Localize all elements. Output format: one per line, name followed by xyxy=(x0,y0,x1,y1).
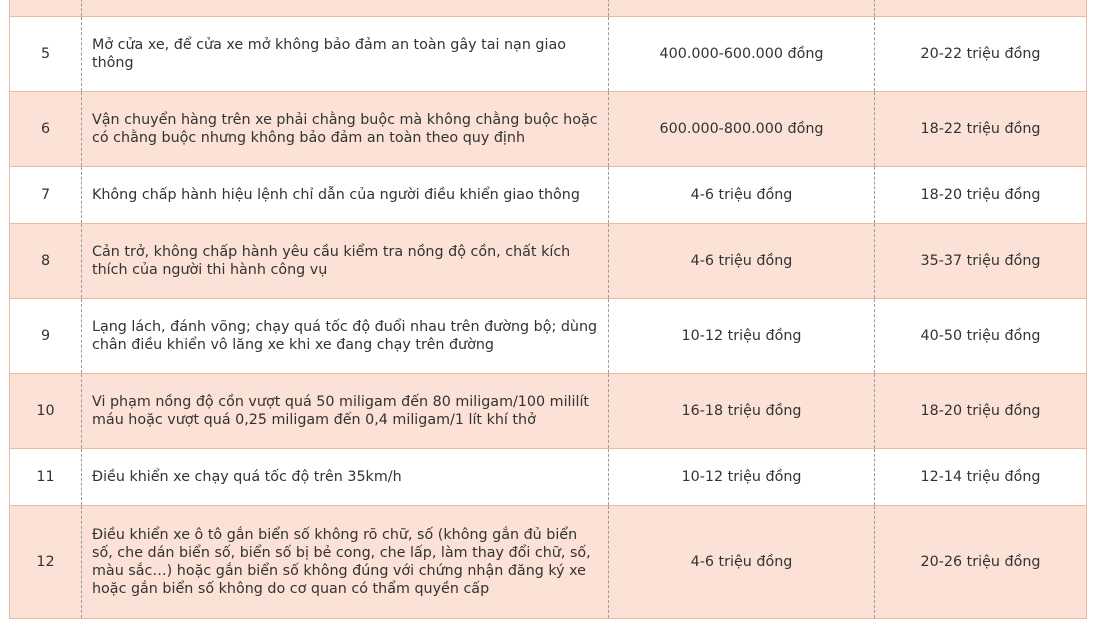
fine-new: 18-20 triệu đồng xyxy=(875,374,1087,449)
fine-old xyxy=(609,0,875,17)
fine-new: 20-26 triệu đồng xyxy=(875,506,1087,619)
fine-new xyxy=(875,0,1087,17)
fine-old: 600.000-800.000 đồng xyxy=(609,92,875,167)
violation-description: Lạng lách, đánh võng; chạy quá tốc độ đuổi nhau trên đường bộ; dùng chân điều khiển vô lăng xe khi xe đang chạy trên đường xyxy=(82,299,609,374)
traffic-fines-table xyxy=(9,0,1087,619)
table-row xyxy=(10,506,1087,619)
violation-description: Điều khiển xe ô tô gắn biển số không rõ chữ, số (không gắn đủ biển số, che dán biển số, biển số bị bẻ cong, che lấp, làm thay đổi chữ, số, màu sắc…) hoặc gắn biển số không đúng với chứng nhận đăng ký xe hoặc gắn biển số không do cơ quan có thẩm quyền cấp xyxy=(82,506,609,619)
fine-old: 400.000-600.000 đồng xyxy=(609,17,875,92)
fine-old: 4-6 triệu đồng xyxy=(609,167,875,224)
row-number xyxy=(10,0,82,17)
table-row xyxy=(10,167,1087,224)
violation-description: Không chấp hành hiệu lệnh chỉ dẫn của người điều khiển giao thông xyxy=(82,167,609,224)
table-row xyxy=(10,224,1087,299)
row-number: 10 xyxy=(10,374,82,449)
fine-new: 18-22 triệu đồng xyxy=(875,92,1087,167)
fine-new: 12-14 triệu đồng xyxy=(875,449,1087,506)
fine-new: 35-37 triệu đồng xyxy=(875,224,1087,299)
row-number: 9 xyxy=(10,299,82,374)
violation-description: Vận chuyển hàng trên xe phải chằng buộc mà không chằng buộc hoặc có chằng buộc nhưng không bảo đảm an toàn theo quy định xyxy=(82,92,609,167)
fine-new: 18-20 triệu đồng xyxy=(875,167,1087,224)
row-number: 11 xyxy=(10,449,82,506)
table-row xyxy=(10,17,1087,92)
row-number: 5 xyxy=(10,17,82,92)
fine-old: 4-6 triệu đồng xyxy=(609,506,875,619)
violation-description: Vi phạm nồng độ cồn vượt quá 50 miligam đến 80 miligam/100 mililít máu hoặc vượt quá 0,25 miligam đến 0,4 miligam/1 lít khí thở xyxy=(82,374,609,449)
violation-description xyxy=(82,0,609,17)
fine-new: 20-22 triệu đồng xyxy=(875,17,1087,92)
fine-old: 16-18 triệu đồng xyxy=(609,374,875,449)
table-row xyxy=(10,92,1087,167)
row-number: 7 xyxy=(10,167,82,224)
table-row xyxy=(10,374,1087,449)
row-number: 12 xyxy=(10,506,82,619)
violation-description: Mở cửa xe, để cửa xe mở không bảo đảm an toàn gây tai nạn giao thông xyxy=(82,17,609,92)
fine-old: 10-12 triệu đồng xyxy=(609,299,875,374)
row-number: 8 xyxy=(10,224,82,299)
violation-description: Điều khiển xe chạy quá tốc độ trên 35km/h xyxy=(82,449,609,506)
violation-description: Cản trở, không chấp hành yêu cầu kiểm tra nồng độ cồn, chất kích thích của người thi hành công vụ xyxy=(82,224,609,299)
fines-table-container xyxy=(9,0,1086,619)
fine-old: 4-6 triệu đồng xyxy=(609,224,875,299)
table-row xyxy=(10,449,1087,506)
table-row xyxy=(10,299,1087,374)
row-number: 6 xyxy=(10,92,82,167)
fine-new: 40-50 triệu đồng xyxy=(875,299,1087,374)
table-row xyxy=(10,0,1087,17)
fine-old: 10-12 triệu đồng xyxy=(609,449,875,506)
